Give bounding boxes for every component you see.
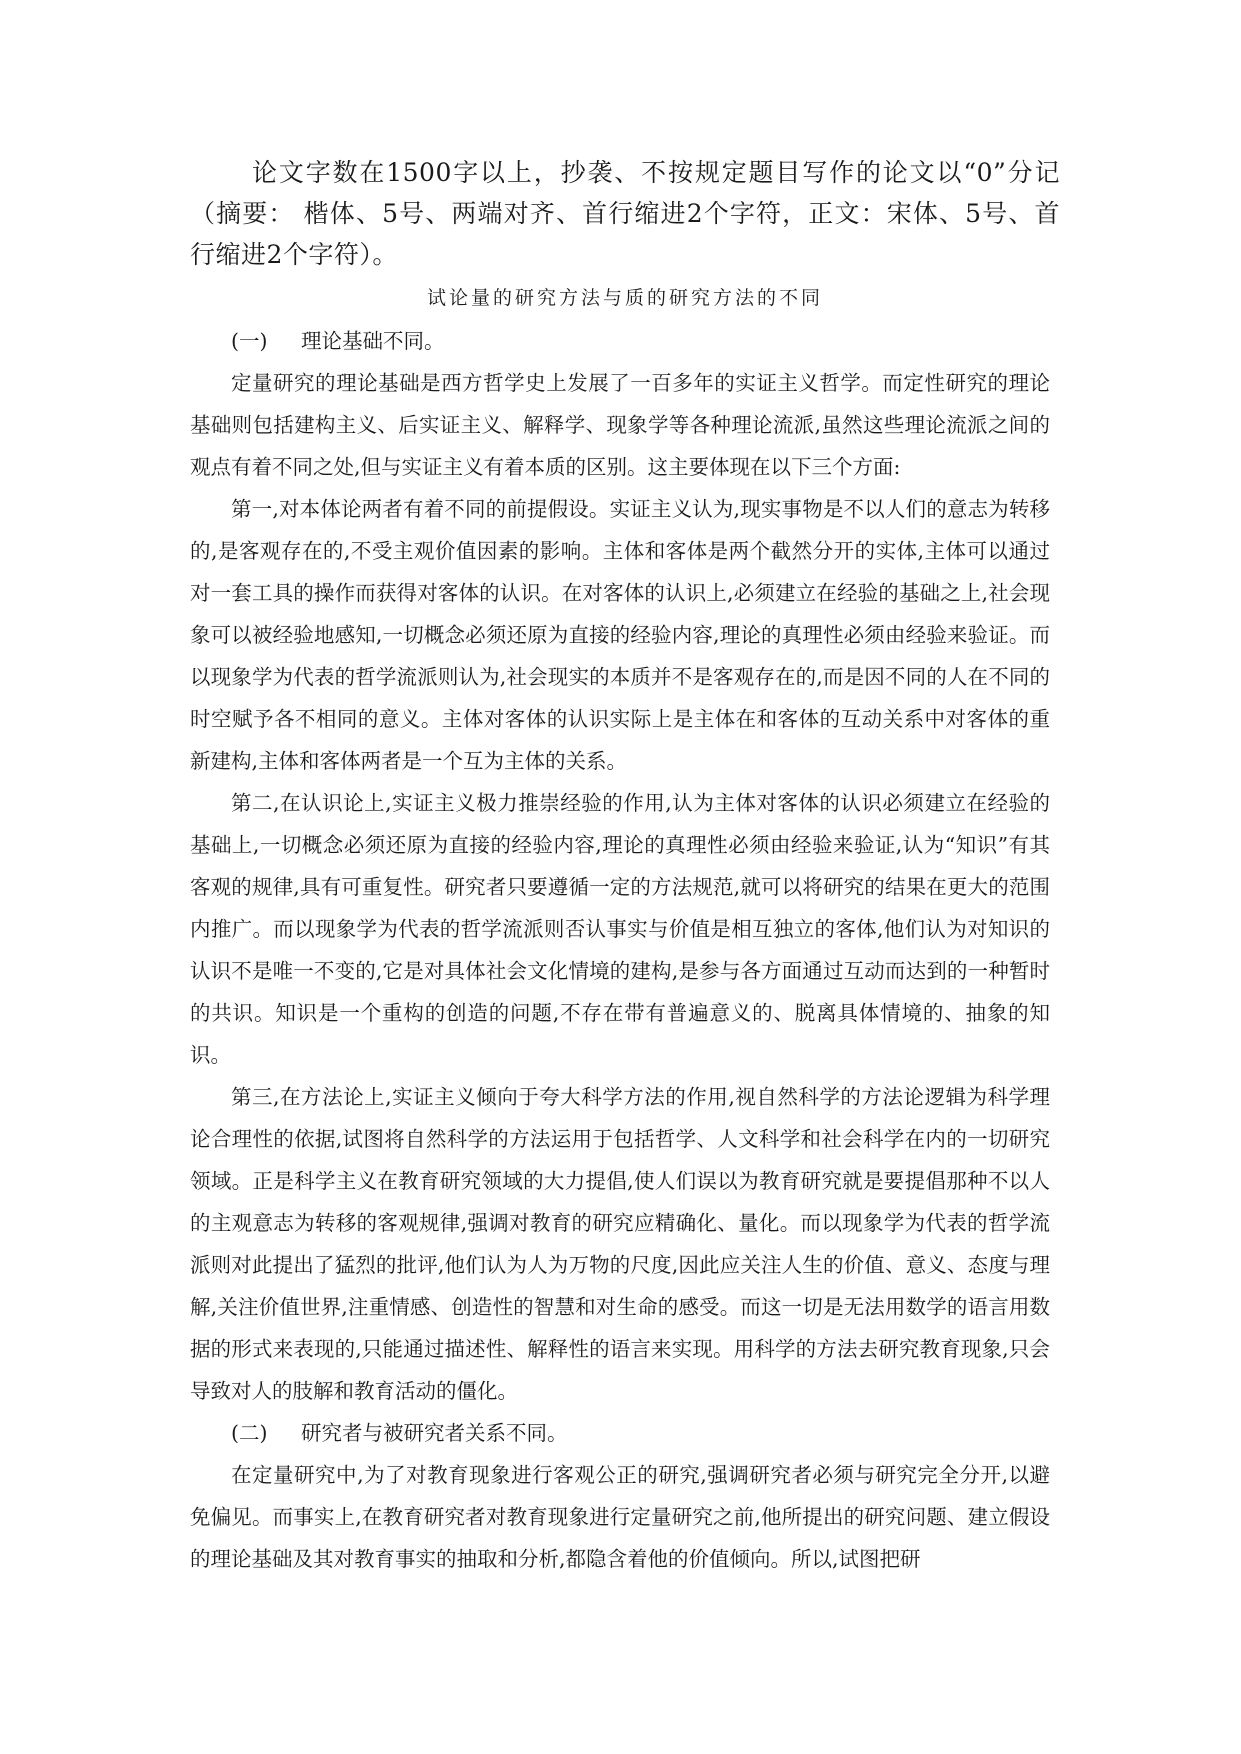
section-heading-text: 研究者与被研究者关系不同。: [301, 1421, 568, 1445]
section-heading-1: [190, 320, 1050, 362]
paragraph: 第二,在认识论上,实证主义极力推崇经验的作用,认为主体对客体的认识必须建立在经验的基础上,一切概念必须还原为直接的经验内容,理论的真理性必须由经验来验证,认为“知识”有其客观的规律,具有可重复性。研究者只要遵循一定的方法规范,就可以将研究的结果在更大的范围内推广。而以现象学为代表的哲学流派则否认事实与价值是相互独立的客体,他们认为对知识的认识不是唯一不变的,它是对具体社会文化情境的建构,是参与各方面通过互动而达到的一种暂时的共识。知识是一个重构的创造的问题,不存在带有普遍意义的、脱离具体情境的、抽象的知识。: [190, 791, 1050, 1067]
paper-title: 试论量的研究方法与质的研究方法的不同: [426, 287, 823, 309]
section-number: (二): [231, 1421, 268, 1445]
paragraph: 第一,对本体论两者有着不同的前提假设。实证主义认为,现实事物是不以人们的意志为转移的,是客观存在的,不受主观价值因素的影响。主体和客体是两个截然分开的实体,主体可以通过对一套工具的操作而获得对客体的认识。在对客体的认识上,必须建立在经验的基础之上,社会现象可以被经验地感知,一切概念必须还原为直接的经验内容,理论的真理性必须由经验来验证。而以现象学为代表的哲学流派则认为,社会现实的本质并不是客观存在的,而是因不同的人在不同的时空赋予各不相同的意义。主体对客体的认识实际上是主体在和客体的互动关系中对客体的重新建构,主体和客体两者是一个互为主体的关系。: [190, 497, 1050, 773]
paragraph: 定量研究的理论基础是西方哲学史上发展了一百多年的实证主义哲学。而定性研究的理论基础则包括建构主义、后实证主义、解释学、现象学等各种理论流派,虽然这些理论流派之间的观点有着不同之处,但与实证主义有着本质的区别。这主要体现在以下三个方面:: [190, 371, 1050, 479]
instructions-text: 论文字数在1500字以上，抄袭、不按规定题目写作的论文以“0”分记（摘要： 楷体、5号、两端对齐、首行缩进2个字符，正文：宋体、5号、首行缩进2个字符）。: [190, 158, 1060, 269]
paragraph: 第三,在方法论上,实证主义倾向于夸大科学方法的作用,视自然科学的方法论逻辑为科学理论合理性的依据,试图将自然科学的方法运用于包括哲学、人文科学和社会科学在内的一切研究领域。正是科学主义在教育研究领域的大力提倡,使人们误以为教育研究就是要提倡那种不以人的主观意志为转移的客观规律,强调对教育的研究应精确化、量化。而以现象学为代表的哲学流派则对此提出了猛烈的批评,他们认为人为万物的尺度,因此应关注人生的价值、意义、态度与理解,关注价值世界,注重情感、创造性的智慧和对生命的感受。而这一切是无法用数学的语言用数据的形式来表现的,只能通过描述性、解释性的语言来实现。用科学的方法去研究教育现象,只会导致对人的肢解和教育活动的僵化。: [190, 1085, 1050, 1403]
paragraph: 在定量研究中,为了对教育现象进行客观公正的研究,强调研究者必须与研究完全分开,以避免偏见。而事实上,在教育研究者对教育现象进行定量研究之前,他所提出的研究问题、建立假设的理论基础及其对教育事实的抽取和分析,都隐含着他的价值倾向。所以,试图把研: [190, 1463, 1050, 1571]
section-number: (一): [231, 329, 268, 353]
section-heading-text: 理论基础不同。: [301, 329, 445, 353]
section-heading-2: [190, 1412, 1050, 1454]
paper-body: [190, 320, 1050, 1580]
